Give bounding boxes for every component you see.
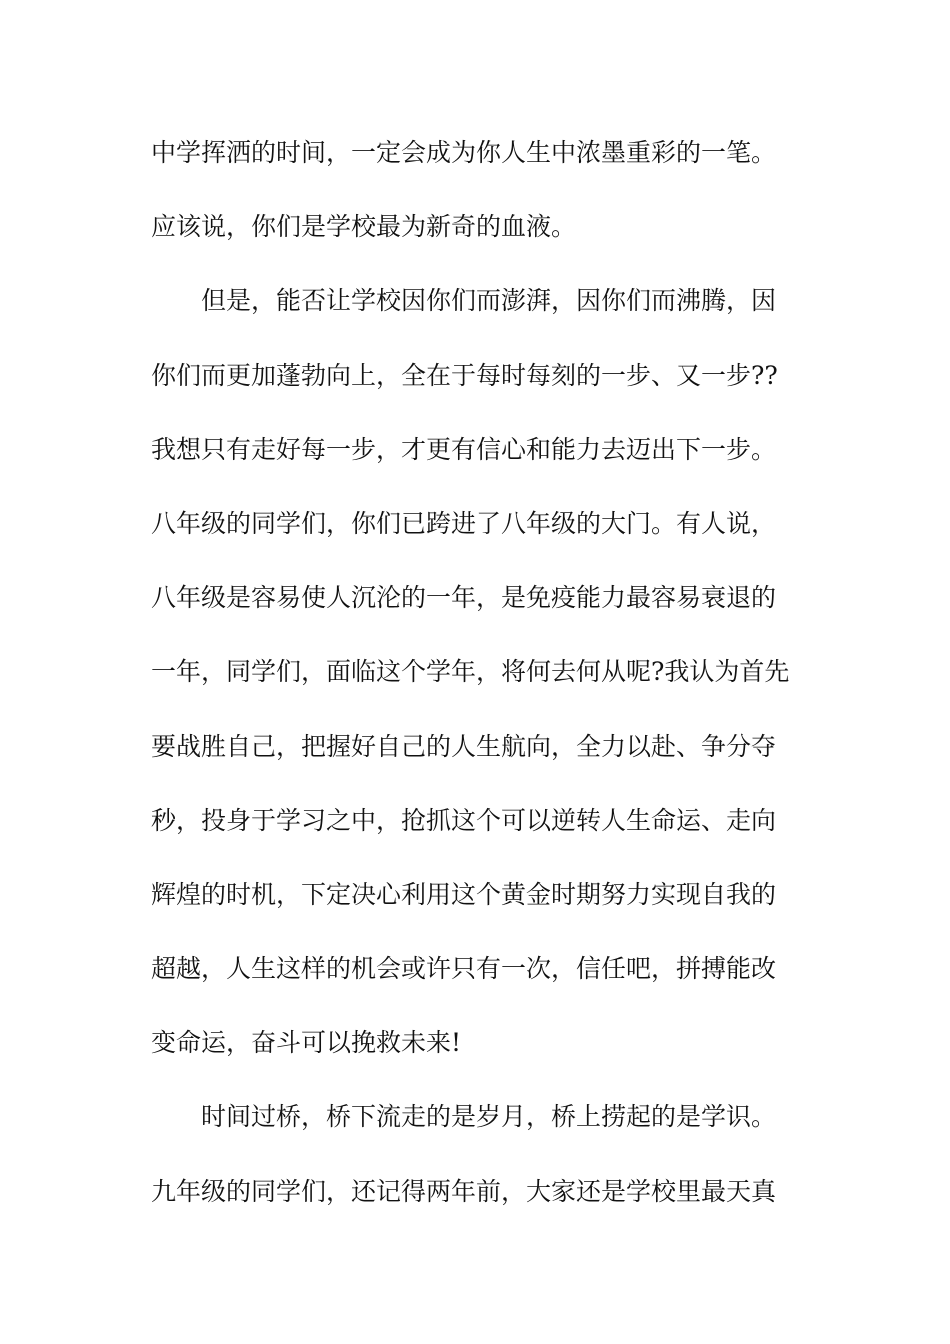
text-line: 一年，同学们，面临这个学年，将何去何从呢?我认为首先 <box>151 657 790 687</box>
text-line: 要战胜自己，把握好自己的人生航向，全力以赴、争分夺 <box>151 731 777 761</box>
text-line: 辉煌的时机，下定决心利用这个黄金时期努力实现自我的 <box>151 879 777 909</box>
text-line: 八年级的同学们，你们已跨进了八年级的大门。有人说， <box>151 508 777 538</box>
text-line: 秒，投身于学习之中，抢抓这个可以逆转人生命运、走向 <box>151 805 777 835</box>
text-line: 九年级的同学们，还记得两年前，大家还是学校里最天真 <box>151 1176 777 1206</box>
text-line: 应该说，你们是学校最为新奇的血液。 <box>151 212 577 242</box>
text-line: 你们而更加蓬勃向上，全在于每时每刻的一步、又一步?? <box>151 360 778 390</box>
text-line: 中学挥洒的时间，一定会成为你人生中浓墨重彩的一笔。 <box>151 138 777 167</box>
text-line: 但是，能否让学校因你们而澎湃，因你们而沸腾，因 <box>201 286 777 316</box>
text-line: 我想只有走好每一步，才更有信心和能力去迈出下一步。 <box>151 434 777 464</box>
text-line: 变命运，奋斗可以挽救未来! <box>151 1028 462 1058</box>
text-line: 八年级是容易使人沉沦的一年，是免疫能力最容易衰退的 <box>151 583 777 613</box>
text-line: 超越，人生这样的机会或许只有一次，信任吧，拼搏能改 <box>151 954 777 984</box>
text-line: 时间过桥，桥下流走的是岁月，桥上捞起的是学识。 <box>201 1102 777 1132</box>
document-body <box>151 131 811 1244</box>
